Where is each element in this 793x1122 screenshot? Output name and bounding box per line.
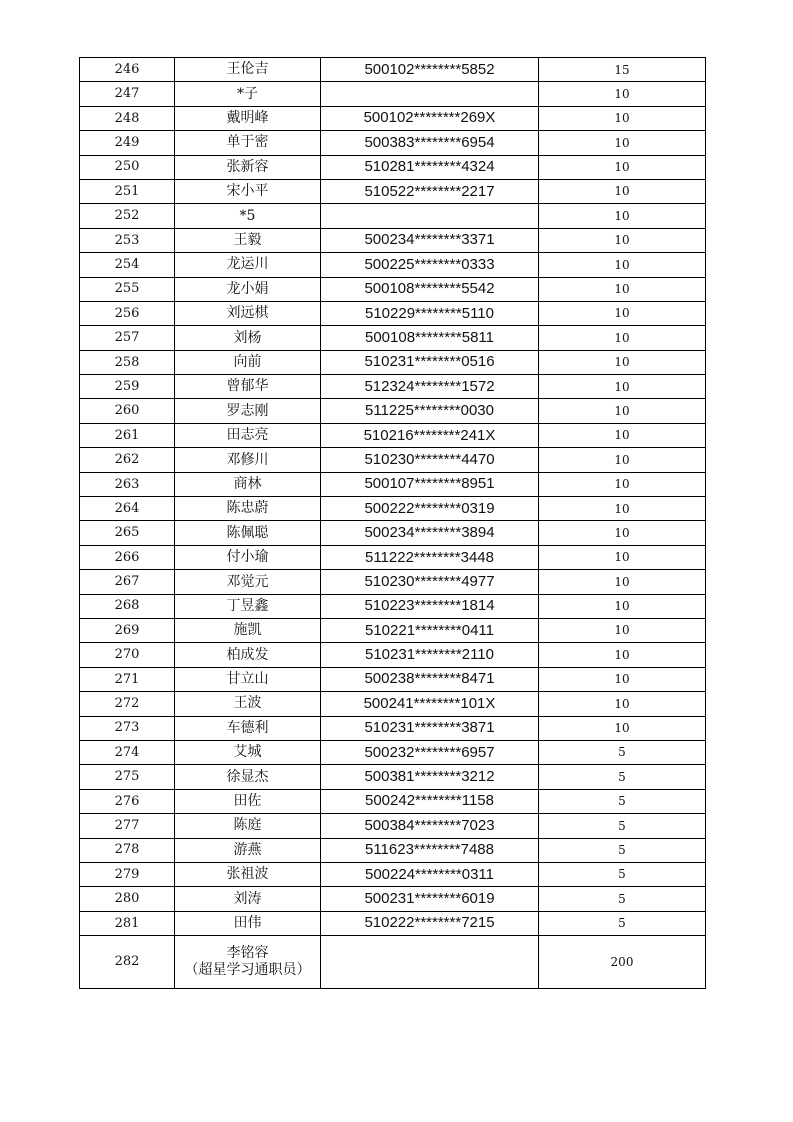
row-number: 274 bbox=[80, 740, 175, 764]
table-row bbox=[80, 228, 706, 252]
id-number bbox=[321, 936, 539, 989]
table-row bbox=[80, 58, 706, 82]
row-number: 253 bbox=[80, 228, 175, 252]
amount: 5 bbox=[539, 838, 706, 862]
id-number: 500224********0311 bbox=[321, 862, 539, 886]
id-number: 500107********8951 bbox=[321, 472, 539, 496]
table-row bbox=[80, 521, 706, 545]
amount: 5 bbox=[539, 789, 706, 813]
table-row bbox=[80, 667, 706, 691]
row-number: 246 bbox=[80, 58, 175, 82]
id-number: 511225********0030 bbox=[321, 399, 539, 423]
id-number: 510522********2217 bbox=[321, 179, 539, 203]
amount: 10 bbox=[539, 82, 706, 106]
table-row bbox=[80, 789, 706, 813]
table-row bbox=[80, 326, 706, 350]
id-number: 500231********6019 bbox=[321, 887, 539, 911]
table-row bbox=[80, 692, 706, 716]
row-number: 250 bbox=[80, 155, 175, 179]
donor-name: 龙小娟 bbox=[175, 277, 321, 301]
id-number: 510230********4470 bbox=[321, 448, 539, 472]
table-row bbox=[80, 497, 706, 521]
id-number: 510216********241X bbox=[321, 423, 539, 447]
id-number: 510221********0411 bbox=[321, 618, 539, 642]
table-row bbox=[80, 765, 706, 789]
amount: 10 bbox=[539, 277, 706, 301]
table-row bbox=[80, 253, 706, 277]
donor-name: 王波 bbox=[175, 692, 321, 716]
row-number: 251 bbox=[80, 179, 175, 203]
row-number: 280 bbox=[80, 887, 175, 911]
amount: 10 bbox=[539, 301, 706, 325]
donor-name: 付小瑜 bbox=[175, 545, 321, 569]
donor-name: 邓修川 bbox=[175, 448, 321, 472]
donor-name: 徐显杰 bbox=[175, 765, 321, 789]
id-number bbox=[321, 82, 539, 106]
row-number: 256 bbox=[80, 301, 175, 325]
table-row bbox=[80, 814, 706, 838]
table-row bbox=[80, 740, 706, 764]
amount: 5 bbox=[539, 887, 706, 911]
donor-name: 车德利 bbox=[175, 716, 321, 740]
donor-name: 邓觉元 bbox=[175, 570, 321, 594]
table-row bbox=[80, 155, 706, 179]
table-row bbox=[80, 594, 706, 618]
id-number: 500225********0333 bbox=[321, 253, 539, 277]
donor-name: 龙运川 bbox=[175, 253, 321, 277]
donor-name: 陈庭 bbox=[175, 814, 321, 838]
donor-table bbox=[79, 57, 706, 989]
table-row bbox=[80, 618, 706, 642]
donor-name: 刘涛 bbox=[175, 887, 321, 911]
row-number: 255 bbox=[80, 277, 175, 301]
table-row bbox=[80, 423, 706, 447]
donor-name: 甘立山 bbox=[175, 667, 321, 691]
amount: 200 bbox=[539, 936, 706, 989]
id-number: 500381********3212 bbox=[321, 765, 539, 789]
amount: 10 bbox=[539, 228, 706, 252]
table-row bbox=[80, 399, 706, 423]
id-number: 510231********3871 bbox=[321, 716, 539, 740]
amount: 10 bbox=[539, 545, 706, 569]
donor-name: *5 bbox=[175, 204, 321, 228]
amount: 10 bbox=[539, 497, 706, 521]
amount: 5 bbox=[539, 814, 706, 838]
row-number: 269 bbox=[80, 618, 175, 642]
row-number: 263 bbox=[80, 472, 175, 496]
table-row bbox=[80, 570, 706, 594]
row-number: 271 bbox=[80, 667, 175, 691]
donor-name: 王毅 bbox=[175, 228, 321, 252]
table-row bbox=[80, 179, 706, 203]
donor-name: 单于密 bbox=[175, 131, 321, 155]
id-number: 512324********1572 bbox=[321, 375, 539, 399]
id-number bbox=[321, 204, 539, 228]
donor-name: 曾郁华 bbox=[175, 375, 321, 399]
donor-name: 陈忠蔚 bbox=[175, 497, 321, 521]
amount: 10 bbox=[539, 155, 706, 179]
amount: 10 bbox=[539, 350, 706, 374]
id-number: 511623********7488 bbox=[321, 838, 539, 862]
donor-name: 宋小平 bbox=[175, 179, 321, 203]
row-number: 276 bbox=[80, 789, 175, 813]
row-number: 272 bbox=[80, 692, 175, 716]
id-number: 500102********5852 bbox=[321, 58, 539, 82]
row-number: 254 bbox=[80, 253, 175, 277]
donor-name: 张祖波 bbox=[175, 862, 321, 886]
donor-name: 丁昱鑫 bbox=[175, 594, 321, 618]
row-number: 257 bbox=[80, 326, 175, 350]
donor-name: 刘远棋 bbox=[175, 301, 321, 325]
id-number: 510231********0516 bbox=[321, 350, 539, 374]
row-number: 279 bbox=[80, 862, 175, 886]
id-number: 510223********1814 bbox=[321, 594, 539, 618]
donor-name: 张新容 bbox=[175, 155, 321, 179]
amount: 10 bbox=[539, 448, 706, 472]
donor-name: 田志亮 bbox=[175, 423, 321, 447]
amount: 10 bbox=[539, 253, 706, 277]
table-body bbox=[80, 58, 706, 989]
id-number: 500234********3371 bbox=[321, 228, 539, 252]
amount: 10 bbox=[539, 643, 706, 667]
amount: 10 bbox=[539, 618, 706, 642]
row-number: 249 bbox=[80, 131, 175, 155]
donor-name: 罗志刚 bbox=[175, 399, 321, 423]
donor-name: 戴明峰 bbox=[175, 106, 321, 130]
amount: 10 bbox=[539, 131, 706, 155]
amount: 5 bbox=[539, 765, 706, 789]
donor-name: 陈佩聪 bbox=[175, 521, 321, 545]
id-number: 500241********101X bbox=[321, 692, 539, 716]
amount: 10 bbox=[539, 399, 706, 423]
row-number: 260 bbox=[80, 399, 175, 423]
donor-name: 向前 bbox=[175, 350, 321, 374]
row-number: 275 bbox=[80, 765, 175, 789]
id-number: 510222********7215 bbox=[321, 911, 539, 935]
id-number: 500108********5542 bbox=[321, 277, 539, 301]
id-number: 500222********0319 bbox=[321, 497, 539, 521]
table-row bbox=[80, 350, 706, 374]
row-number: 262 bbox=[80, 448, 175, 472]
donor-name: 游燕 bbox=[175, 838, 321, 862]
donor-name: 田伟 bbox=[175, 911, 321, 935]
id-number: 500108********5811 bbox=[321, 326, 539, 350]
id-number: 500232********6957 bbox=[321, 740, 539, 764]
donor-name: 施凯 bbox=[175, 618, 321, 642]
amount: 10 bbox=[539, 594, 706, 618]
amount: 10 bbox=[539, 179, 706, 203]
donor-name: 柏成发 bbox=[175, 643, 321, 667]
amount: 10 bbox=[539, 106, 706, 130]
id-number: 511222********3448 bbox=[321, 545, 539, 569]
amount: 10 bbox=[539, 472, 706, 496]
table-row bbox=[80, 204, 706, 228]
table-row bbox=[80, 277, 706, 301]
row-number: 252 bbox=[80, 204, 175, 228]
donor-name: *子 bbox=[175, 82, 321, 106]
amount: 10 bbox=[539, 667, 706, 691]
row-number: 281 bbox=[80, 911, 175, 935]
row-number: 278 bbox=[80, 838, 175, 862]
amount: 10 bbox=[539, 375, 706, 399]
row-number: 277 bbox=[80, 814, 175, 838]
row-number: 259 bbox=[80, 375, 175, 399]
row-number: 267 bbox=[80, 570, 175, 594]
donor-name: 王伦吉 bbox=[175, 58, 321, 82]
donor-name: 李铭容 bbox=[226, 945, 269, 962]
donor-name: 艾城 bbox=[175, 740, 321, 764]
row-number: 266 bbox=[80, 545, 175, 569]
row-number: 247 bbox=[80, 82, 175, 106]
amount: 10 bbox=[539, 692, 706, 716]
row-number: 261 bbox=[80, 423, 175, 447]
table-row bbox=[80, 82, 706, 106]
id-number: 510230********4977 bbox=[321, 570, 539, 594]
table-row bbox=[80, 131, 706, 155]
table-row bbox=[80, 911, 706, 935]
table-row bbox=[80, 862, 706, 886]
id-number: 500102********269X bbox=[321, 106, 539, 130]
row-number: 282 bbox=[80, 936, 175, 989]
row-number: 273 bbox=[80, 716, 175, 740]
amount: 10 bbox=[539, 570, 706, 594]
amount: 5 bbox=[539, 740, 706, 764]
id-number: 500242********1158 bbox=[321, 789, 539, 813]
donor-name: 刘杨 bbox=[175, 326, 321, 350]
row-number: 258 bbox=[80, 350, 175, 374]
row-number: 264 bbox=[80, 497, 175, 521]
table-row bbox=[80, 643, 706, 667]
amount: 15 bbox=[539, 58, 706, 82]
table-row bbox=[80, 448, 706, 472]
row-number: 270 bbox=[80, 643, 175, 667]
id-number: 500384********7023 bbox=[321, 814, 539, 838]
amount: 10 bbox=[539, 521, 706, 545]
donor-affiliation: （超星学习通职员） bbox=[184, 962, 311, 979]
table-row bbox=[80, 887, 706, 911]
table-row bbox=[80, 838, 706, 862]
row-number: 268 bbox=[80, 594, 175, 618]
table-row bbox=[80, 106, 706, 130]
id-number: 500383********6954 bbox=[321, 131, 539, 155]
amount: 10 bbox=[539, 326, 706, 350]
id-number: 510229********5110 bbox=[321, 301, 539, 325]
id-number: 500234********3894 bbox=[321, 521, 539, 545]
table-row bbox=[80, 472, 706, 496]
amount: 10 bbox=[539, 204, 706, 228]
row-number: 248 bbox=[80, 106, 175, 130]
id-number: 510231********2110 bbox=[321, 643, 539, 667]
amount: 5 bbox=[539, 911, 706, 935]
amount: 10 bbox=[539, 716, 706, 740]
id-number: 500238********8471 bbox=[321, 667, 539, 691]
amount: 10 bbox=[539, 423, 706, 447]
id-number: 510281********4324 bbox=[321, 155, 539, 179]
table-row bbox=[80, 375, 706, 399]
table-row-last bbox=[80, 936, 706, 989]
donor-name-cell bbox=[175, 936, 321, 989]
table-row bbox=[80, 545, 706, 569]
amount: 5 bbox=[539, 862, 706, 886]
table-row bbox=[80, 301, 706, 325]
row-number: 265 bbox=[80, 521, 175, 545]
donor-name: 田佐 bbox=[175, 789, 321, 813]
table-row bbox=[80, 716, 706, 740]
donor-name: 商林 bbox=[175, 472, 321, 496]
